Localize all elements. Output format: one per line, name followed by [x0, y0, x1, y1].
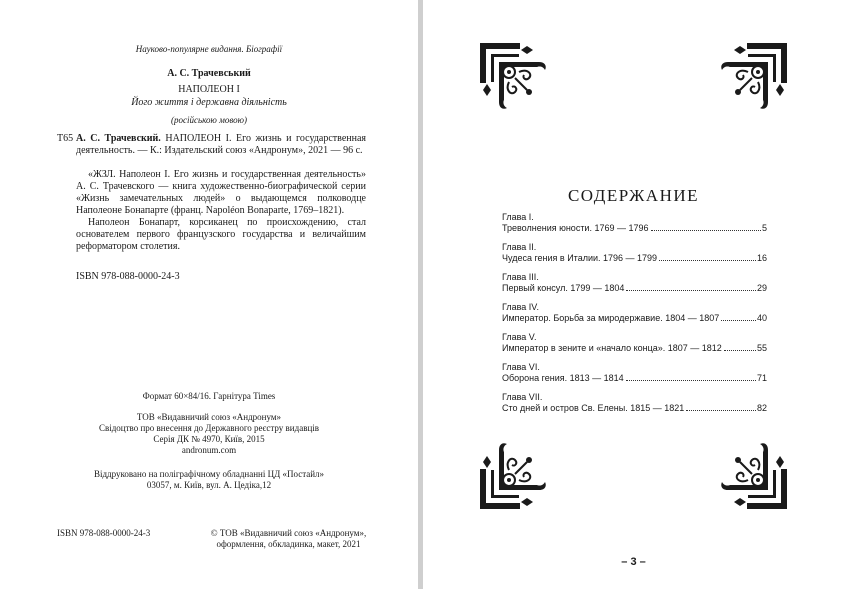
- toc-title: Император. Борьба за миродержавие. 1804 — 1807: [502, 313, 720, 323]
- toc-page-number: 71: [756, 373, 767, 383]
- toc-title: Император в зените и «начало конца». 1807 — 1812: [502, 343, 722, 353]
- printer-line: Віддруковано на поліграфічному обладнанні ЦД «Постайл»: [93, 469, 325, 479]
- toc-line: [502, 253, 767, 264]
- toc-chapter-label: Глава I.: [502, 212, 534, 222]
- publisher-block: [0, 412, 418, 456]
- author-name: А. С. Трачевський: [167, 68, 251, 79]
- toc-title: Чудеса гения в Италии. 1796 — 1799: [502, 253, 658, 263]
- toc-entry[interactable]: [502, 332, 767, 354]
- series-label: Науково-популярне видання. Біографії: [135, 44, 283, 54]
- toc-dot-leader: [721, 320, 756, 321]
- toc-page-number: 40: [756, 313, 767, 323]
- publisher-line: Свідоцтво про внесення до Державного реєстру видавців: [98, 423, 320, 433]
- publisher-line: Серія ДК № 4970, Київ, 2015: [153, 434, 265, 444]
- publisher-line: andronum.com: [181, 445, 237, 455]
- toc-chapter-label: Глава IV.: [502, 302, 539, 312]
- toc-title: Оборона гения. 1813 — 1814: [502, 373, 624, 383]
- toc-line: [502, 313, 767, 324]
- toc-page-number: 55: [756, 343, 767, 353]
- corner-ornament-icon: [479, 440, 549, 510]
- printer-line: 03057, м. Київ, вул. А. Цедіка,12: [146, 480, 272, 490]
- toc-dot-leader: [659, 260, 756, 261]
- toc-title: Первый консул. 1799 — 1804: [502, 283, 625, 293]
- catalog-author: А. С. Трачевский.: [76, 133, 161, 144]
- toc-page-number: 5: [761, 223, 767, 233]
- right-page: [423, 0, 844, 589]
- catalog-entry: [76, 133, 366, 157]
- copyright-line: оформлення, обкладинка, макет, 2021: [216, 539, 361, 549]
- isbn: ISBN 978-088-0000-24-3: [76, 271, 180, 282]
- format-line: Формат 60×84/16. Гарнітура Times: [142, 391, 276, 401]
- toc-page-number: 29: [756, 283, 767, 293]
- printer-block: [0, 469, 418, 491]
- toc-line: [502, 343, 767, 354]
- abstract-paragraph: Наполеон Бонапарт, корсиканец по происхождению, стал основателем первого французского государства и величайшим реформатором столетия.: [76, 217, 366, 252]
- catalog-description: НАПОЛЕОН I. Его жизнь и государственная деятельность. — К.: Издательский союз «Андронум», 2021 — 96 с.: [76, 133, 367, 156]
- toc-title: Сто дней и остров Св. Елены. 1815 — 1821: [502, 403, 685, 413]
- toc-entry[interactable]: [502, 362, 767, 384]
- corner-ornament-icon: [718, 440, 788, 510]
- toc-page-number: 82: [756, 403, 767, 413]
- toc-entry[interactable]: [502, 242, 767, 264]
- copyright-line: © ТОВ «Видавничий союз «Андронум»,: [210, 528, 367, 538]
- copyright-block: [196, 528, 381, 550]
- left-page: [0, 0, 418, 589]
- toc-dot-leader: [626, 380, 756, 381]
- page-number: – 3 –: [621, 556, 646, 568]
- toc-chapter-label: Глава VII.: [502, 392, 543, 402]
- abstract: [76, 169, 366, 253]
- toc-entry[interactable]: [502, 392, 767, 414]
- toc-title: Треволнения юности. 1769 — 1796: [502, 223, 649, 233]
- toc-dot-leader: [724, 350, 756, 351]
- publisher-line: ТОВ «Видавничий союз «Андронум»: [136, 412, 282, 422]
- table-of-contents: [502, 212, 767, 422]
- book-title: НАПОЛЕОН I: [178, 84, 240, 95]
- toc-chapter-label: Глава II.: [502, 242, 537, 252]
- toc-line: [502, 283, 767, 294]
- catalog-code: Т65: [57, 133, 74, 144]
- contents-heading: СОДЕРЖАНИЕ: [567, 186, 700, 205]
- toc-entry[interactable]: [502, 212, 767, 234]
- toc-dot-leader: [626, 290, 756, 291]
- toc-line: [502, 403, 767, 414]
- toc-line: [502, 373, 767, 384]
- toc-chapter-label: Глава VI.: [502, 362, 540, 372]
- toc-chapter-label: Глава V.: [502, 332, 537, 342]
- toc-page-number: 16: [756, 253, 767, 263]
- toc-entry[interactable]: [502, 272, 767, 294]
- isbn-footer: ISBN 978-088-0000-24-3: [57, 528, 151, 538]
- corner-ornament-icon: [718, 42, 788, 112]
- book-subtitle: Його життя і державна діяльність: [131, 97, 287, 108]
- corner-ornament-icon: [479, 42, 549, 112]
- abstract-paragraph: «ЖЗЛ. Наполеон I. Его жизнь и государственная деятельность» А. С. Трачевского — книга художественно-биографической серии «Жизнь замечательных людей» о выдающемся полководце Наполеоне Бонапарте (франц. Napoléon Bonaparte, 1769–1821).: [76, 169, 366, 216]
- toc-dot-leader: [686, 410, 756, 411]
- toc-chapter-label: Глава III.: [502, 272, 539, 282]
- language-note: (російською мовою): [171, 115, 247, 125]
- toc-dot-leader: [651, 230, 761, 231]
- toc-entry[interactable]: [502, 302, 767, 324]
- toc-line: [502, 223, 767, 234]
